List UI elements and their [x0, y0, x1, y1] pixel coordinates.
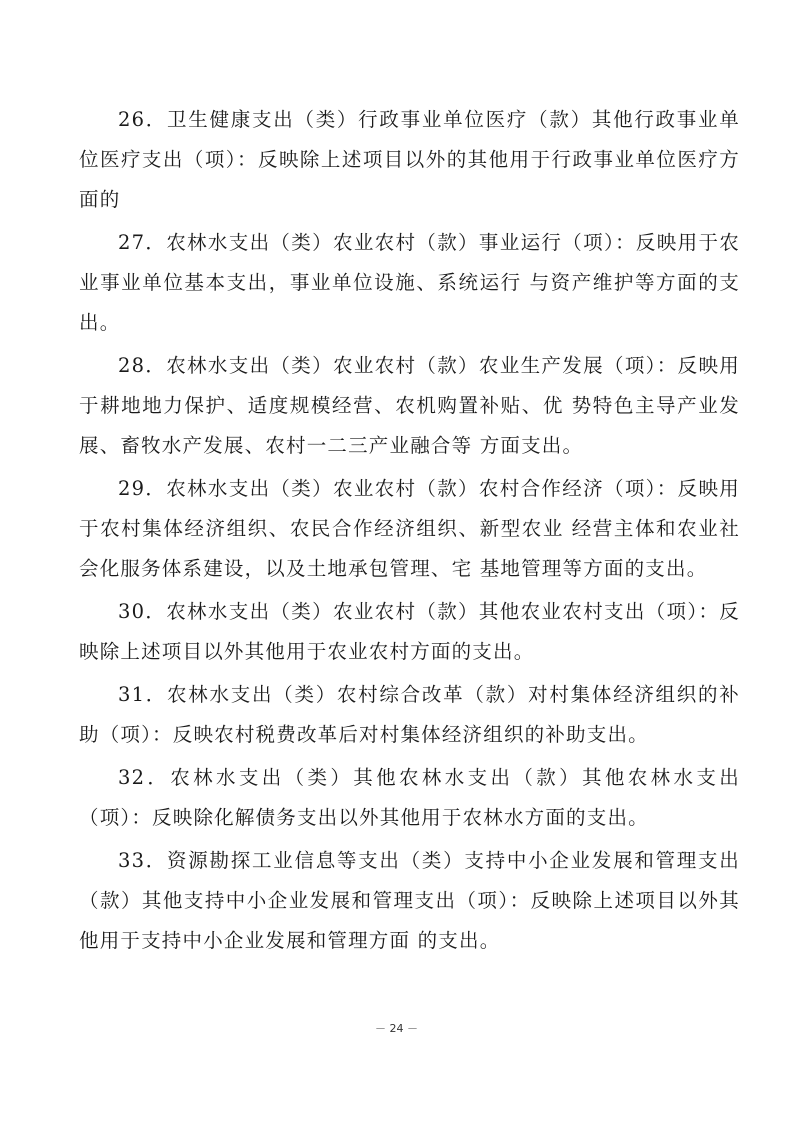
paragraph-item-30: 30．农林水支出（类）农业农村（款）其他农业农村支出（项）：反映除上述项目以外其他用于农业农村方面的支出。	[79, 600, 740, 663]
paragraph-item-28: 28．农林水支出（类）农业农村（款）农业生产发展（项）：反映用于耕地地力保护、适度规模经营、农机购置补贴、优 势特色主导产业发展、畜牧水产发展、农村一二三产业融合等 方面支出。	[79, 354, 740, 457]
page-number: － 24 －	[375, 1022, 418, 1035]
paragraph-item-31: 31．农林水支出（类）农村综合改革（款）对村集体经济组织的补助（项）：反映农村税费改革后对村集体经济组织的补助支出。	[79, 683, 740, 746]
paragraph-item-33: 33．资源勘探工业信息等支出（类）支持中小企业发展和管理支出（款）其他支持中小企业发展和管理支出（项）：反映除上述项目以外其他用于支持中小企业发展和管理方面 的支出。	[79, 849, 740, 952]
document-body	[79, 100, 740, 964]
paragraph-item-29: 29．农林水支出（类）农业农村（款）农村合作经济（项）：反映用于农村集体经济组织、农民合作经济组织、新型农业 经营主体和农业社会化服务体系建设，以及土地承包管理、宅 基地管理等方面的支出。	[79, 477, 740, 580]
paragraph-item-32: 32．农林水支出（类）其他农林水支出（款）其他农林水支出（项）：反映除化解债务支出以外其他用于农林水方面的支出。	[79, 766, 740, 829]
paragraph-item-27: 27．农林水支出（类）农业农村（款）事业运行（项）：反映用于农业事业单位基本支出，事业单位设施、系统运行 与资产维护等方面的支出。	[79, 231, 740, 334]
paragraph-item-26: 26．卫生健康支出（类）行政事业单位医疗（款）其他行政事业单位医疗支出（项）：反映除上述项目以外的其他用于行政事业单位医疗方面的	[79, 108, 740, 211]
